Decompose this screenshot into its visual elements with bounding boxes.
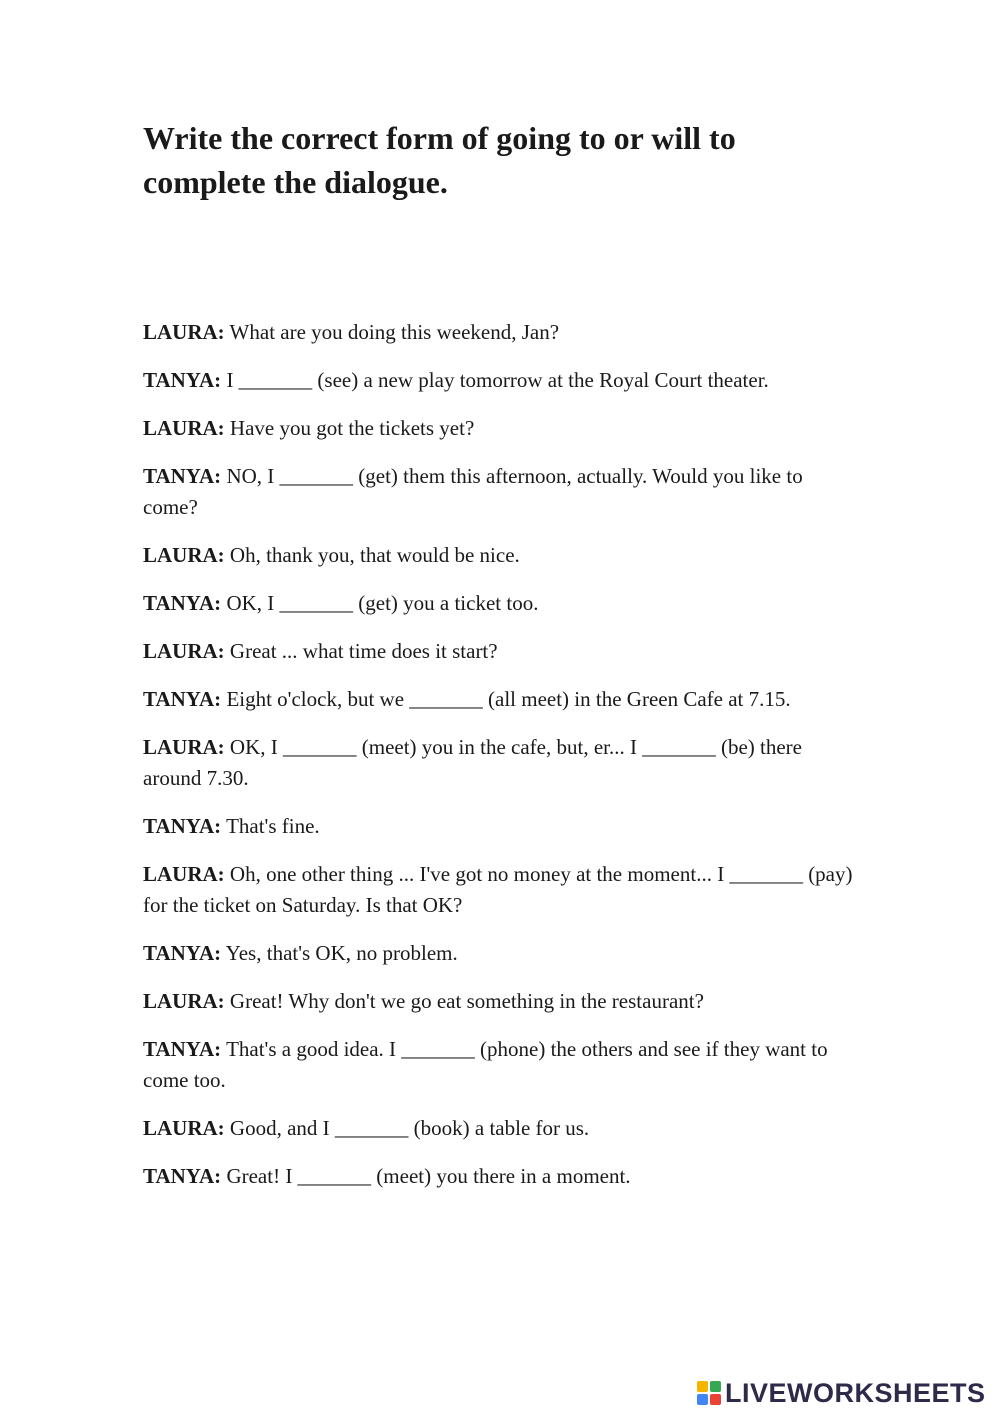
dialogue-line: [143, 811, 858, 842]
dialogue-line: [143, 461, 858, 523]
logo-square: [710, 1394, 721, 1405]
speaker-label: LAURA:: [143, 416, 225, 440]
dialogue-line: [143, 588, 858, 619]
speaker-label: LAURA:: [143, 320, 225, 344]
line-text: That's fine.: [226, 814, 320, 838]
logo-square: [697, 1394, 708, 1405]
speaker-label: TANYA:: [143, 464, 222, 488]
speaker-label: LAURA:: [143, 862, 225, 886]
line-text: I _______ (see) a new play tomorrow at the Royal Court theater.: [226, 368, 769, 392]
speaker-label: TANYA:: [143, 591, 222, 615]
logo-text: LIVEWORKSHEETS: [725, 1377, 986, 1408]
speaker-label: LAURA:: [143, 1116, 225, 1140]
dialogue-line: [143, 413, 858, 444]
worksheet-title: Write the correct form of going to or will to complete the dialogue.: [143, 120, 736, 200]
line-text: Yes, that's OK, no problem.: [225, 941, 458, 965]
dialogue: [143, 317, 858, 1209]
speaker-label: LAURA:: [143, 735, 225, 759]
line-text: Oh, thank you, that would be nice.: [229, 543, 520, 567]
line-text: Eight o'clock, but we _______ (all meet) in the Green Cafe at 7.15.: [226, 687, 791, 711]
logo-square: [710, 1381, 721, 1392]
dialogue-line: [143, 636, 858, 667]
speaker-label: LAURA:: [143, 989, 225, 1013]
speaker-label: TANYA:: [143, 1037, 222, 1061]
dialogue-line: [143, 986, 858, 1017]
line-text: OK, I _______ (meet) you in the cafe, but, er... I _______ (be) there around 7.30.: [143, 735, 802, 790]
dialogue-line: [143, 1113, 858, 1144]
line-text: Have you got the tickets yet?: [229, 416, 475, 440]
logo-square: [697, 1381, 708, 1392]
line-text: Great! I _______ (meet) you there in a moment.: [226, 1164, 631, 1188]
dialogue-line: [143, 1161, 858, 1192]
speaker-label: LAURA:: [143, 639, 225, 663]
line-text: Good, and I _______ (book) a table for us.: [229, 1116, 590, 1140]
line-text: Great ... what time does it start?: [229, 639, 498, 663]
speaker-label: TANYA:: [143, 687, 222, 711]
speaker-label: LAURA:: [143, 543, 225, 567]
line-text: That's a good idea. I _______ (phone) the others and see if they want to come too.: [143, 1037, 828, 1092]
dialogue-line: [143, 1034, 858, 1096]
dialogue-line: [143, 317, 858, 348]
liveworksheets-logo: [697, 1376, 986, 1410]
dialogue-line: [143, 540, 858, 571]
speaker-label: TANYA:: [143, 814, 222, 838]
dialogue-line: [143, 859, 858, 921]
line-text: NO, I _______ (get) them this afternoon, actually. Would you like to come?: [143, 464, 803, 519]
speaker-label: TANYA:: [143, 368, 222, 392]
line-text: Great! Why don't we go eat something in the restaurant?: [229, 989, 704, 1013]
line-text: Oh, one other thing ... I've got no money at the moment... I _______ (pay) for the ticket on Saturday. Is that OK?: [143, 862, 853, 917]
speaker-label: TANYA:: [143, 941, 222, 965]
dialogue-line: [143, 365, 858, 396]
logo-squares-icon: [697, 1381, 721, 1405]
speaker-label: TANYA:: [143, 1164, 222, 1188]
dialogue-line: [143, 938, 858, 969]
line-text: What are you doing this weekend, Jan?: [229, 320, 560, 344]
line-text: OK, I _______ (get) you a ticket too.: [226, 591, 539, 615]
dialogue-line: [143, 732, 858, 794]
dialogue-line: [143, 684, 858, 715]
